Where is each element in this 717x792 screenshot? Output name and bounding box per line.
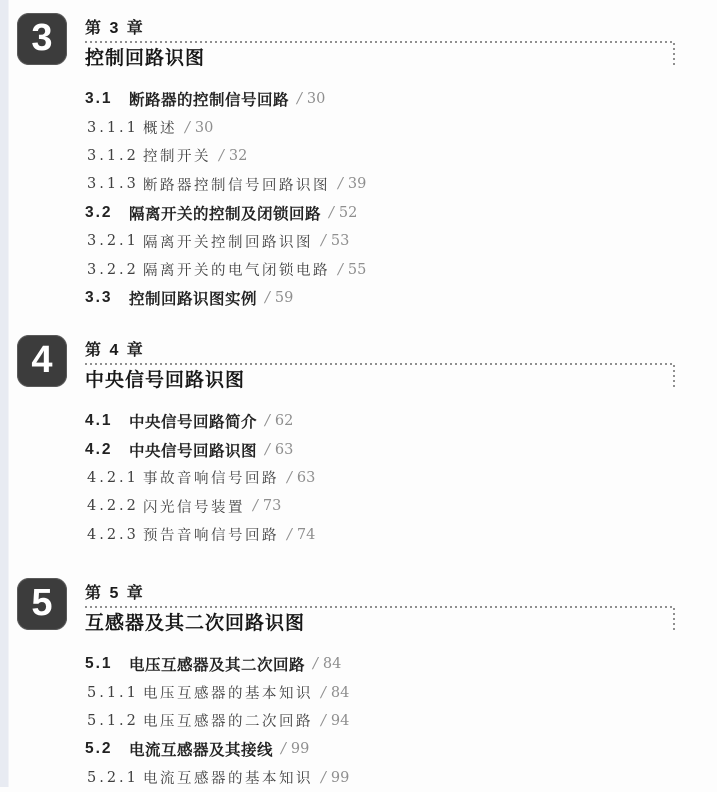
entry-title: 电流互感器及其接线 xyxy=(129,742,274,760)
entry-title: 隔离开关控制回路识图 xyxy=(143,234,313,251)
dotted-divider-corner xyxy=(673,365,675,389)
entry-number: 3.2 xyxy=(85,203,113,221)
entry-page: 39 xyxy=(347,176,367,193)
entry-page: 99 xyxy=(290,741,310,758)
entry-number: 3.2.1 xyxy=(87,233,139,250)
chapter-number-badge xyxy=(17,13,67,65)
entry-list xyxy=(85,85,675,312)
entry-number: 4.1 xyxy=(85,412,113,430)
entry-page: 30 xyxy=(194,119,214,136)
dotted-divider-corner xyxy=(673,608,675,632)
toc-entry xyxy=(85,199,675,227)
toc-entry xyxy=(85,764,675,792)
entry-separator: / xyxy=(185,119,190,136)
entry-number: 3.1.1 xyxy=(87,119,139,136)
entry-page: 74 xyxy=(296,526,316,543)
entry-separator: / xyxy=(329,204,334,221)
entry-separator: / xyxy=(321,712,326,729)
chapter-title: 中央信号回路识图 xyxy=(85,370,246,391)
entry-title: 电压互感器及其二次回路 xyxy=(129,657,306,675)
entry-title: 隔离开关的电气闭锁电路 xyxy=(143,263,330,280)
entry-title: 闪光信号装置 xyxy=(143,499,245,516)
entry-title: 电压互感器的基本知识 xyxy=(143,686,313,703)
entry-number: 4.2.2 xyxy=(87,498,139,515)
entry-title: 概述 xyxy=(143,121,177,138)
entry-number: 4.2.3 xyxy=(87,526,139,543)
entry-number: 5.1.2 xyxy=(87,712,139,729)
entry-page: 94 xyxy=(330,712,350,729)
entry-title: 事故音响信号回路 xyxy=(143,471,279,488)
entry-number: 4.2.1 xyxy=(87,469,139,486)
toc-entry xyxy=(85,521,675,549)
entry-number: 5.1 xyxy=(85,655,113,673)
toc-entry xyxy=(85,650,675,678)
entry-title: 断路器控制信号回路识图 xyxy=(143,177,330,194)
entry-number: 3.3 xyxy=(85,288,113,306)
entry-title: 控制回路识图实例 xyxy=(129,290,258,308)
entry-separator: / xyxy=(321,233,326,250)
entry-number: 3.2.2 xyxy=(87,261,139,278)
toc-entry xyxy=(85,435,675,463)
toc-entry xyxy=(85,227,675,255)
entry-list xyxy=(85,407,675,549)
toc-entry xyxy=(85,735,675,763)
entry-title: 隔离开关的控制及闭锁回路 xyxy=(129,205,322,223)
entry-number: 3.1 xyxy=(85,90,113,108)
toc-entry xyxy=(85,255,675,283)
entry-separator: / xyxy=(338,261,343,278)
entry-separator: / xyxy=(253,498,258,515)
toc-entry xyxy=(85,113,675,141)
chapter-label: 第 3 章 xyxy=(85,20,145,37)
entry-page: 53 xyxy=(330,233,350,250)
entry-page: 73 xyxy=(262,498,282,515)
entry-separator: / xyxy=(265,413,270,430)
entry-number: 5.2 xyxy=(85,740,113,758)
entry-list xyxy=(85,650,675,792)
entry-separator: / xyxy=(287,469,292,486)
entry-page: 84 xyxy=(330,684,350,701)
chapter-label: 第 4 章 xyxy=(85,342,145,359)
entry-number: 3.1.2 xyxy=(87,147,139,164)
entry-separator: / xyxy=(265,289,270,306)
toc-entry xyxy=(85,678,675,706)
entry-page: 55 xyxy=(347,261,367,278)
entry-title: 电流互感器的基本知识 xyxy=(143,771,313,788)
chapter-title: 互感器及其二次回路识图 xyxy=(85,613,306,634)
chapter-block xyxy=(31,17,675,312)
entry-title: 断路器的控制信号回路 xyxy=(129,92,290,110)
entry-separator: / xyxy=(219,147,224,164)
entry-page: 63 xyxy=(296,469,316,486)
entry-separator: / xyxy=(281,741,286,758)
chapter-title: 控制回路识图 xyxy=(85,48,206,69)
dotted-divider xyxy=(85,41,675,44)
entry-separator: / xyxy=(338,176,343,193)
chapter-number-badge xyxy=(17,578,67,630)
entry-page: 32 xyxy=(228,147,248,164)
entry-page: 99 xyxy=(330,769,350,786)
entry-separator: / xyxy=(313,656,318,673)
toc-entry xyxy=(85,142,675,170)
chapter-block xyxy=(31,582,675,792)
entry-number: 5.1.1 xyxy=(87,684,139,701)
chapter-number: 3 xyxy=(31,17,53,59)
entry-title: 电压互感器的二次回路 xyxy=(143,714,313,731)
entry-page: 63 xyxy=(274,441,294,458)
entry-separator: / xyxy=(265,441,270,458)
entry-number: 5.2.1 xyxy=(87,769,139,786)
chapter-label: 第 5 章 xyxy=(85,585,145,602)
chapter-block xyxy=(31,339,675,549)
page-edge-strip xyxy=(0,0,9,787)
entry-page: 84 xyxy=(322,656,342,673)
entry-title: 控制开关 xyxy=(143,149,211,166)
entry-separator: / xyxy=(321,769,326,786)
entry-page: 30 xyxy=(306,91,326,108)
entry-separator: / xyxy=(321,684,326,701)
entry-page: 52 xyxy=(338,204,358,221)
entry-title: 中央信号回路简介 xyxy=(129,414,258,432)
toc-entry xyxy=(85,284,675,312)
entry-number: 4.2 xyxy=(85,440,113,458)
entry-title: 中央信号回路识图 xyxy=(129,442,258,460)
toc-entry xyxy=(85,464,675,492)
entry-separator: / xyxy=(287,526,292,543)
entry-title: 预告音响信号回路 xyxy=(143,528,279,545)
toc-entry xyxy=(85,492,675,520)
dotted-divider xyxy=(85,606,675,609)
chapter-number: 4 xyxy=(31,339,53,381)
toc-entry xyxy=(85,407,675,435)
entry-page: 62 xyxy=(274,413,294,430)
entry-number: 3.1.3 xyxy=(87,176,139,193)
chapter-number: 5 xyxy=(31,582,53,624)
toc-entry xyxy=(85,707,675,735)
dotted-divider-corner xyxy=(673,43,675,67)
entry-page: 59 xyxy=(274,289,294,306)
chapter-number-badge xyxy=(17,335,67,387)
entry-separator: / xyxy=(297,91,302,108)
toc-entry xyxy=(85,85,675,113)
toc-entry xyxy=(85,170,675,198)
dotted-divider xyxy=(85,363,675,366)
